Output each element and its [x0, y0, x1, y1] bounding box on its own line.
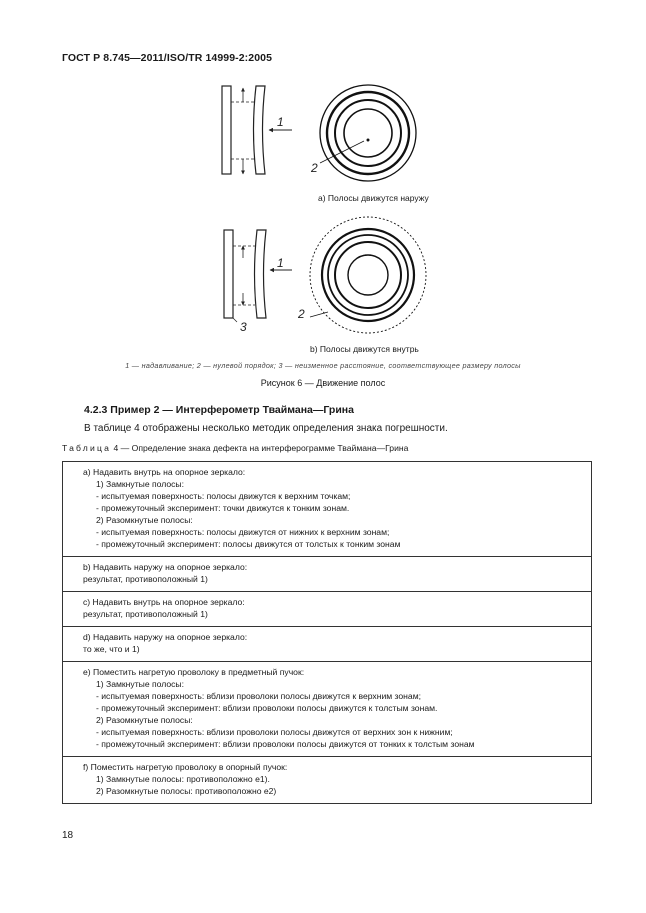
table-line: - испытуемая поверхность: полосы движутся от нижних к верхним зонам;	[96, 527, 390, 537]
table-line: 1) Замкнутые полосы: противоположно e1).	[96, 774, 270, 784]
table-row	[63, 757, 592, 804]
callout-1-a: 1	[277, 115, 284, 129]
table-caption-text: 4 — Определение знака дефекта на интерферограмме Тваймана—Грина	[111, 443, 409, 453]
table-cell	[63, 557, 592, 592]
callout-3-b: 3	[240, 320, 247, 334]
table-line: - промежуточный эксперимент: вблизи проволоки полосы движутся к толстым зонам.	[96, 703, 438, 713]
table-line: f) Поместить нагретую проволоку в опорный пучок:	[83, 762, 288, 772]
table-caption-prefix: Таблица	[62, 443, 112, 453]
table-row	[63, 627, 592, 662]
table-line: - испытуемая поверхность: полосы движутся к верхним точкам;	[96, 491, 351, 501]
table-line: результат, противоположный 1)	[83, 609, 208, 619]
table-line: - испытуемая поверхность: вблизи проволоки полосы движутся от верхних зон к нижним;	[96, 727, 453, 737]
table-cell	[63, 627, 592, 662]
interferogram-rings-a	[320, 85, 416, 181]
section-paragraph: В таблице 4 отображены несколько методик определения знака погрешности.	[84, 423, 448, 434]
page-number: 18	[62, 830, 74, 841]
table-line: d) Надавить наружу на опорное зеркало:	[83, 632, 248, 642]
table-cell	[63, 462, 592, 557]
callout-2-a: 2	[311, 161, 318, 175]
figure-6-fringe-movement	[0, 0, 646, 360]
mirror-side-view-a	[222, 86, 292, 174]
table-line: 2) Разомкнутые полосы:	[96, 515, 193, 525]
table-line: c) Надавить внутрь на опорное зеркало:	[83, 597, 245, 607]
table-line: a) Надавить внутрь на опорное зеркало:	[83, 467, 246, 477]
table-4	[62, 461, 592, 804]
table-cell	[63, 662, 592, 757]
callout-1-b: 1	[277, 256, 284, 270]
table-row	[63, 592, 592, 627]
mirror-side-view-b	[224, 230, 292, 322]
table-row	[63, 462, 592, 557]
table-line: 2) Разомкнутые полосы: противоположно e2)	[96, 786, 277, 796]
table-cell	[63, 757, 592, 804]
document-header: ГОСТ Р 8.745—2011/ISO/TR 14999-2:2005	[62, 52, 273, 64]
table-line: 1) Замкнутые полосы:	[96, 479, 184, 489]
figure-title: Рисунок 6 — Движение полос	[260, 378, 386, 388]
interferogram-rings-b	[310, 217, 426, 333]
table-line: 2) Разомкнутые полосы:	[96, 715, 193, 725]
table-line: e) Поместить нагретую проволоку в предметный пучок:	[83, 667, 305, 677]
figure-legend: 1 — надавливание; 2 — нулевой порядок; 3 — неизменное расстояние, соответствующее размеру полосы	[125, 361, 521, 370]
table-line: - промежуточный эксперимент: точки движутся к тонким зонам.	[96, 503, 350, 513]
table-line: то же, что и 1)	[83, 644, 140, 654]
table-cell	[63, 592, 592, 627]
table-line: - промежуточный эксперимент: полосы движутся от толстых к тонким зонам	[96, 539, 401, 549]
table-line: - промежуточный эксперимент: вблизи проволоки полосы движутся от тонких к толстым зонам	[96, 739, 475, 749]
table-line: результат, противоположный 1)	[83, 574, 208, 584]
figure-part-a-caption: а) Полосы движутся наружу	[318, 193, 429, 203]
table-line: - испытуемая поверхность: вблизи проволоки полосы движутся к верхним зонам;	[96, 691, 422, 701]
table-row	[63, 662, 592, 757]
table-line: b) Надавить наружу на опорное зеркало:	[83, 562, 248, 572]
table-caption	[62, 443, 408, 453]
callout-2-b: 2	[298, 307, 305, 321]
table-line: 1) Замкнутые полосы:	[96, 679, 184, 689]
section-heading: 4.2.3 Пример 2 — Интерферометр Тваймана—Грина	[84, 404, 354, 416]
figure-part-b-caption: b) Полосы движутся внутрь	[310, 344, 419, 354]
table-row	[63, 557, 592, 592]
